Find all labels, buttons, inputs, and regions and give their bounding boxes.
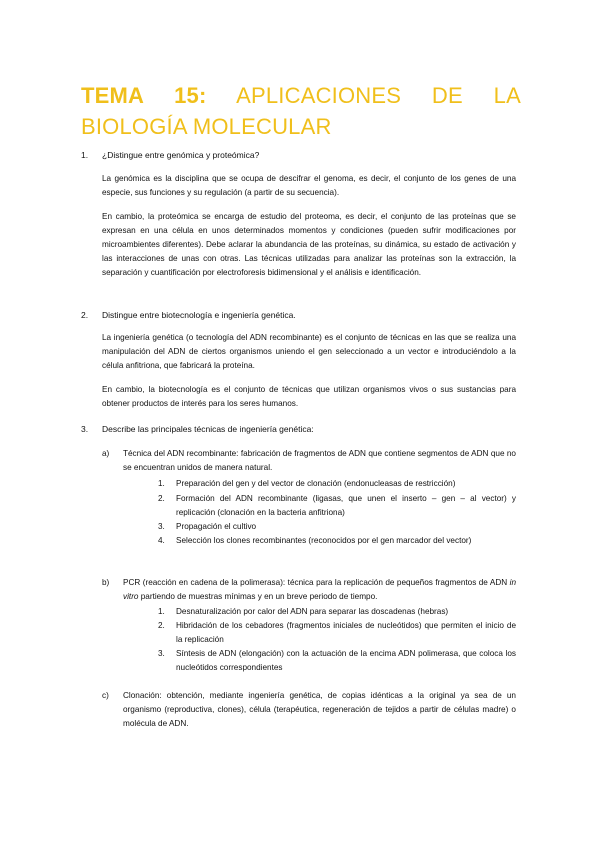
list-item-text: Selección los clones recombinantes (reconocidos por el gen marcador del vector) <box>176 536 472 545</box>
list-item-number: 4. <box>158 536 165 545</box>
title-number: TEMA 15: <box>81 83 207 108</box>
subitem-c <box>102 689 516 731</box>
list-item-number: 3. <box>158 649 165 658</box>
list-item-number: 2. <box>158 494 165 503</box>
subitem-b <box>102 576 516 604</box>
subitem-text-italic: in vitro <box>123 578 516 601</box>
subitem-text: Clonación: obtención, mediante ingeniería genética, de copias idénticas a la original ya sea de un organismo (reproductiva, clones), célula (terapéutica, regeneración de tejidos a partir de células madre) o molécula de ADN. <box>123 691 516 728</box>
title-text: APLICACIONES DE LA BIOLOGÍA MOLECULAR <box>81 83 521 139</box>
subitem-a <box>102 447 516 475</box>
subitem-letter: c) <box>102 691 109 700</box>
subitem-text-end: partiendo de muestras mínimas y en un breve periodo de tiempo. <box>138 592 378 601</box>
question-text: ¿Distingue entre genómica y proteómica? <box>102 150 260 160</box>
answer-paragraph: La genómica es la disciplina que se ocupa de descifrar el genoma, es decir, el conjunto de los genes de una especie, sus funciones y su regulación (a partir de su secuencia). <box>102 174 516 197</box>
list-item <box>158 619 516 647</box>
subitem-letter: a) <box>102 449 110 458</box>
list-item-number: 3. <box>158 522 165 531</box>
question-number: 1. <box>81 150 89 160</box>
list-item <box>158 534 516 548</box>
subitem-text: Técnica del ADN recombinante: fabricación de fragmentos de ADN que contiene segmentos de ADN que no se encuentran unidos de manera natural. <box>123 449 516 472</box>
list-item-number: 1. <box>158 479 165 488</box>
list-item-text: Formación del ADN recombinante (ligasas, que unen el inserto – gen – al vector) y replicación (clonación en la bacteria anfitriona) <box>176 494 516 517</box>
list-item <box>158 647 516 675</box>
page-title <box>81 80 521 142</box>
list-item-text: Síntesis de ADN (elongación) con la actuación de la encima ADN polimerasa, que coloca los nucleótidos correspondientes <box>176 649 516 672</box>
list-item-number: 1. <box>158 607 165 616</box>
list-item <box>158 605 516 619</box>
list-item-text: Desnaturalización por calor del ADN para separar las doscadenas (hebras) <box>176 607 449 616</box>
list-item-number: 2. <box>158 621 165 630</box>
list-item-text: Preparación del gen y del vector de clonación (endonucleasas de restricción) <box>176 479 456 488</box>
answer-paragraph: La ingeniería genética (o tecnología del ADN recombinante) es el conjunto de técnicas en las que se realiza una manipulación del ADN de ciertos organismos uniendo el gen seleccionado a un vector e introduciéndolo a la célula anfitriona, que fabricará la proteína. <box>102 333 516 370</box>
subitem-text-start: PCR (reacción en cadena de la polimerasa): técnica para la replicación de pequeños fragmentos de ADN <box>123 578 510 587</box>
list-item <box>158 492 516 520</box>
question-number: 3. <box>81 424 89 434</box>
question-text: Distingue entre biotecnología e ingeniería genética. <box>102 310 296 320</box>
answer-paragraph: En cambio, la biotecnología es el conjunto de técnicas que utilizan organismos vivos o sus sustancias para obtener productos de interés para los seres humanos. <box>102 385 516 408</box>
answer-paragraph: En cambio, la proteómica se encarga de estudio del proteoma, es decir, el conjunto de las proteínas que se expresan en una célula en unos determinados momentos y condiciones (pueden sufrir modificaciones por microambientes diferentes). Debe aclarar la abundancia de las proteínas, su dinámica, su estado de activación y las interacciones de unas con otras. Las técnicas utilizadas para analizar las proteínas son la extracción, la separación y cuantificación por electroforesis bidimensional y el análisis e identificación. <box>102 212 516 277</box>
question-text: Describe las principales técnicas de ingeniería genética: <box>102 424 314 434</box>
list-item-text: Hibridación de los cebadores (fragmentos iniciales de nucleótidos) que permiten el inicio de la replicación <box>176 621 516 644</box>
list-item-text: Propagación el cultivo <box>176 522 257 531</box>
list-item <box>158 520 516 534</box>
subitem-text <box>123 576 516 604</box>
question-number: 2. <box>81 310 89 320</box>
subitem-letter: b) <box>102 578 110 587</box>
list-item <box>158 477 516 491</box>
